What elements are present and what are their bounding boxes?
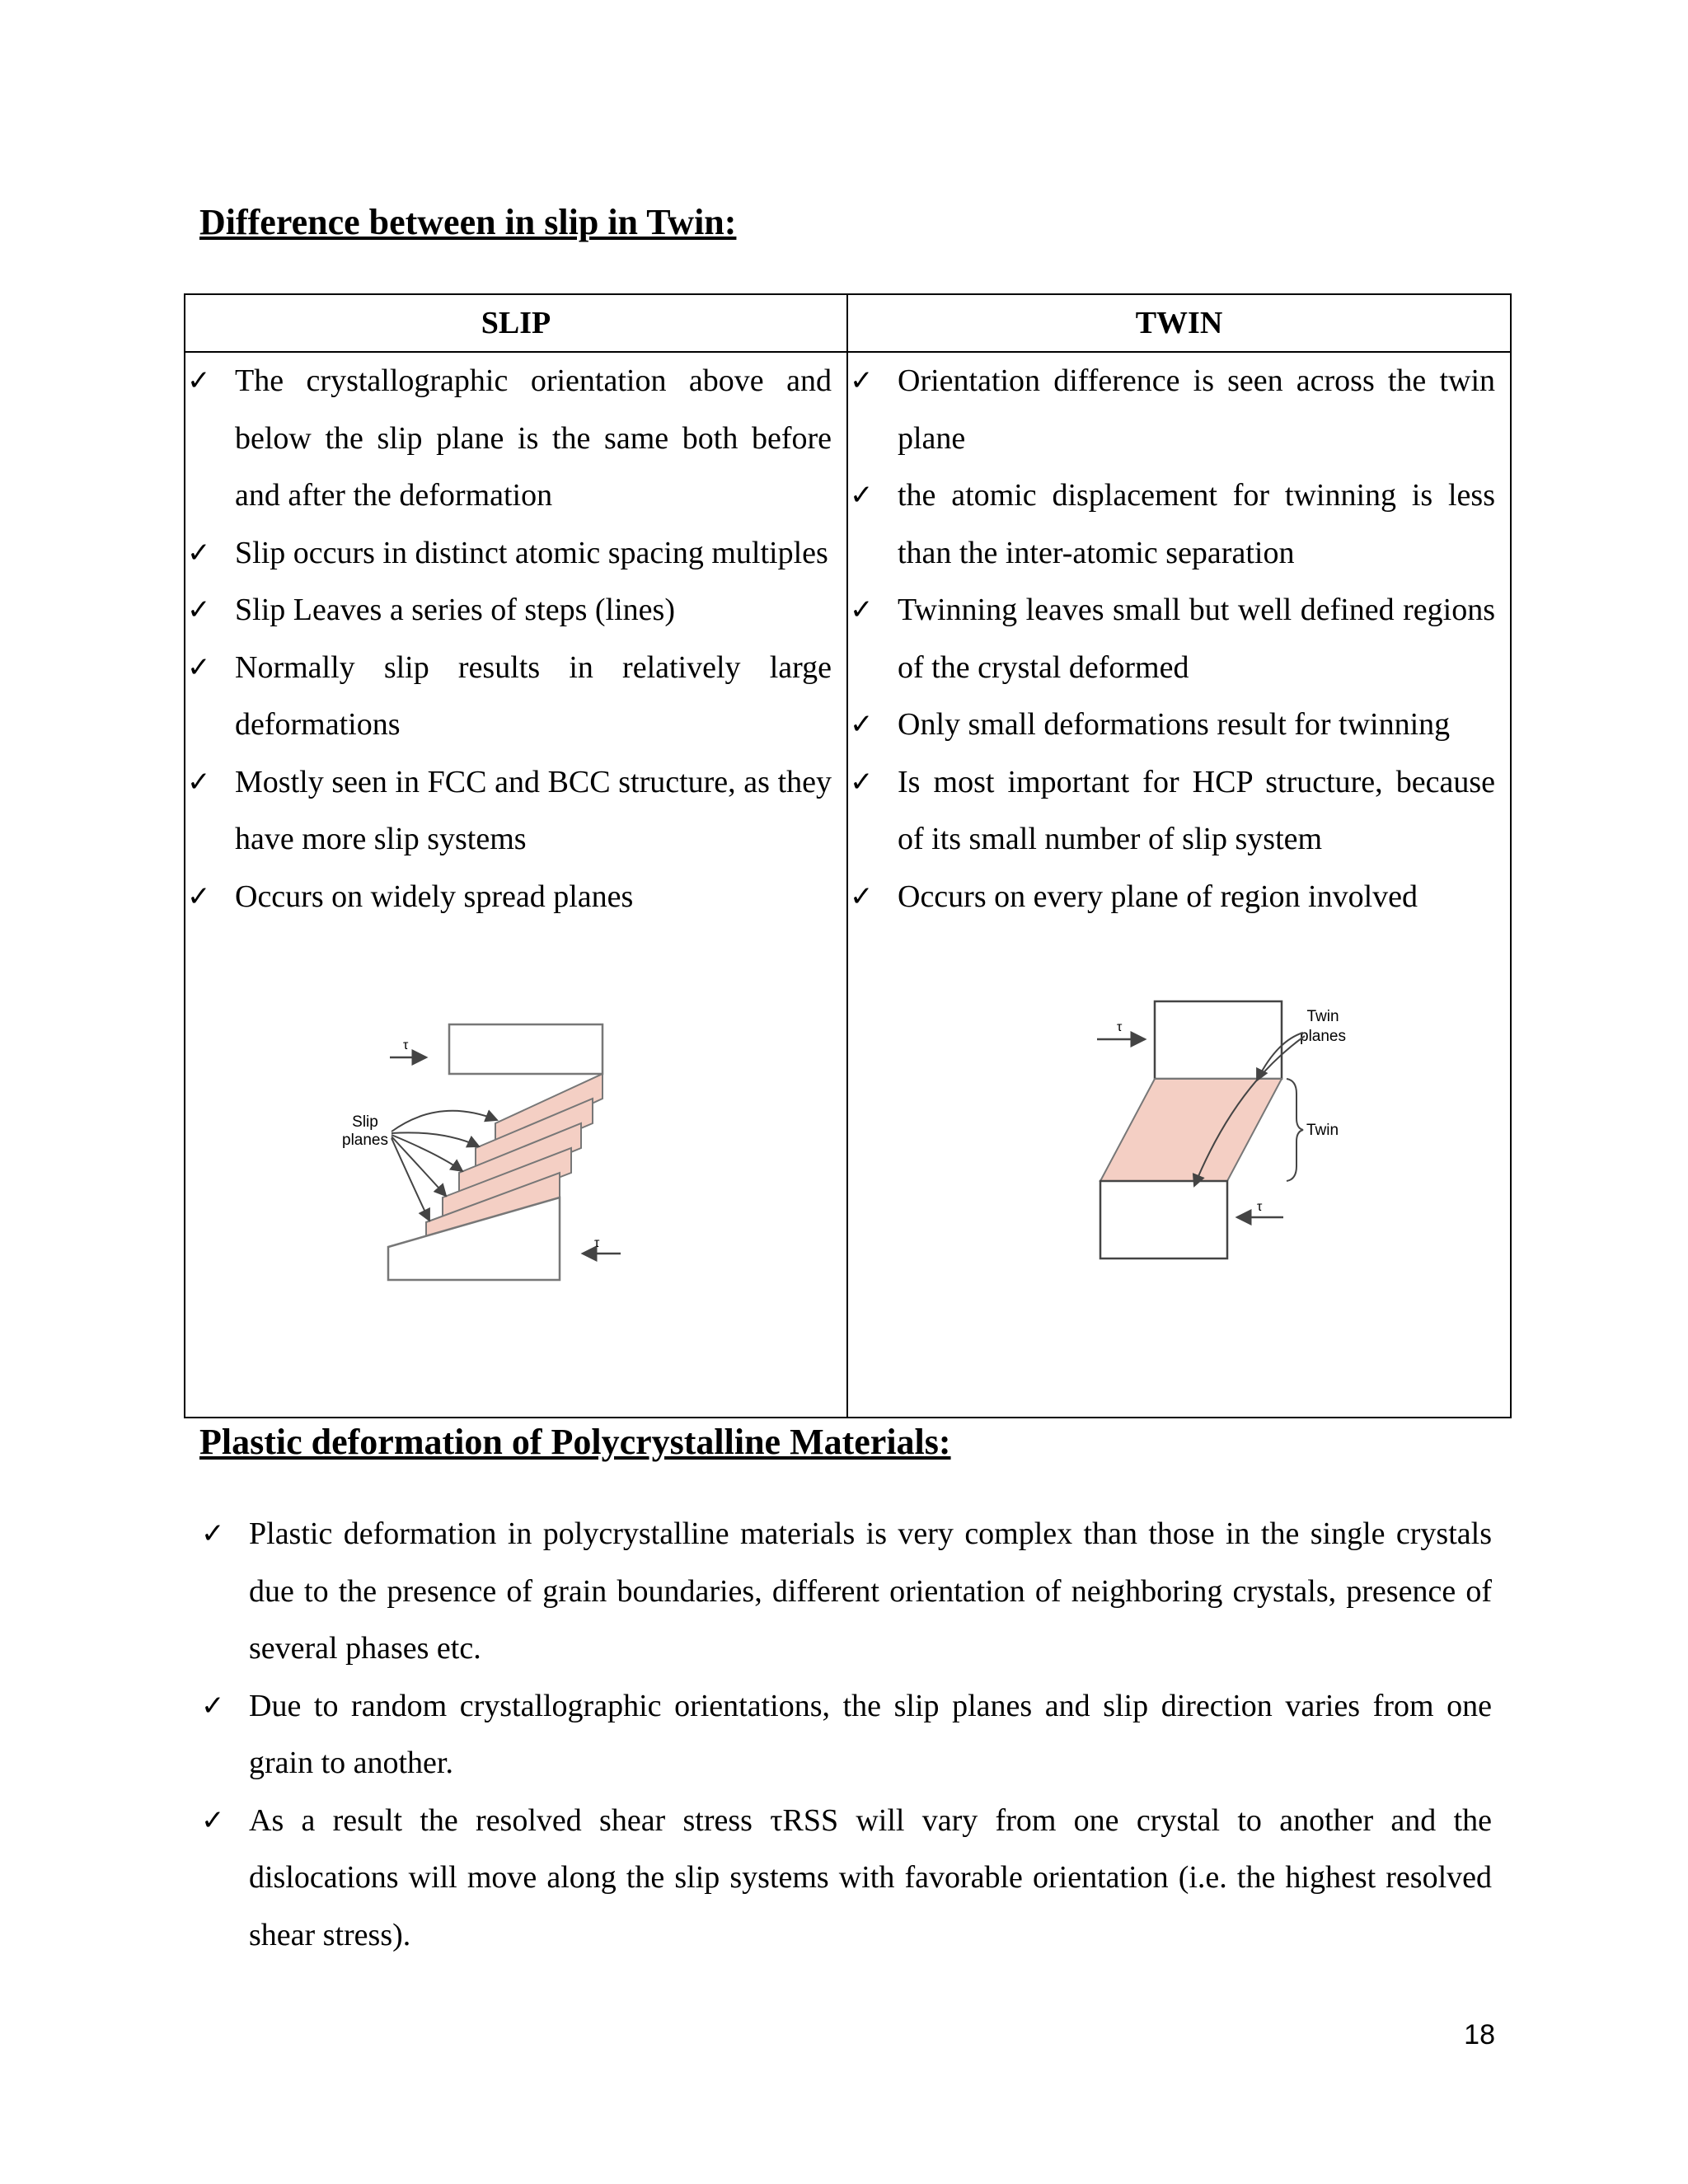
- slip-point-text: Occurs on widely spread planes: [235, 879, 634, 914]
- checkmark-icon: ✓: [187, 879, 211, 913]
- slip-point-text: Mostly seen in FCC and BCC structure, as they have more slip systems: [235, 764, 832, 856]
- slip-point: [187, 353, 832, 525]
- comparison-table: [184, 293, 1512, 1418]
- poly-point-text: As a result the resolved shear stress τRSS will vary from one crystal to another and the dislocations will move along the slip systems with favorable orientation (i.e. the highest resolved shear stress).: [249, 1802, 1492, 1952]
- twin-point-text: Orientation difference is seen across the twin plane: [898, 363, 1495, 456]
- poly-point: [201, 1678, 1492, 1793]
- checkmark-icon: ✓: [201, 1803, 225, 1837]
- twin-label: Twin: [1306, 1122, 1339, 1139]
- polycrystalline-list: [201, 1506, 1492, 1964]
- twin-planes-diagram: [1095, 995, 1409, 1267]
- slip-point-text: Slip occurs in distinct atomic spacing multiples: [235, 535, 828, 570]
- slip-planes-label: planes: [342, 1132, 388, 1149]
- checkmark-icon: ✓: [187, 593, 211, 626]
- checkmark-icon: ✓: [850, 765, 874, 799]
- tau-label-top: τ: [1117, 1020, 1123, 1034]
- checkmark-icon: ✓: [187, 364, 211, 397]
- slip-point-text: Slip Leaves a series of steps (lines): [235, 593, 675, 627]
- twin-list: [850, 353, 1495, 926]
- slip-planes-label: Slip: [352, 1113, 378, 1131]
- twin-planes-label: planes: [1300, 1028, 1346, 1045]
- twin-point-text: Is most important for HCP structure, because of its small number of slip system: [898, 764, 1495, 856]
- slip-column-header: SLIP: [185, 294, 847, 352]
- tau-label-bottom: τ: [594, 1236, 600, 1250]
- slip-list: [187, 353, 832, 926]
- twin-region: [1100, 1079, 1282, 1181]
- slip-point: [187, 582, 832, 640]
- page-number: 18: [1464, 2019, 1495, 2050]
- twin-point: [850, 696, 1495, 754]
- checkmark-icon: ✓: [850, 364, 874, 397]
- twin-point-text: Only small deformations result for twinning: [898, 707, 1451, 742]
- slip-point-text: The crystallographic orientation above and below the slip plane is the same both before and after the deformation: [235, 363, 832, 513]
- slip-cell: [185, 352, 847, 1418]
- poly-point-text: Due to random crystallographic orientations, the slip planes and slip direction varies from one grain to another.: [249, 1688, 1492, 1780]
- checkmark-icon: ✓: [850, 708, 874, 741]
- slip-point: [187, 640, 832, 754]
- twin-point: [850, 754, 1495, 869]
- poly-point: [201, 1506, 1492, 1678]
- slip-point: [187, 525, 832, 583]
- checkmark-icon: ✓: [850, 879, 874, 913]
- lower-block: [1100, 1181, 1227, 1258]
- checkmark-icon: ✓: [201, 1689, 225, 1722]
- twin-point-text: Twinning leaves small but well defined regions of the crystal deformed: [898, 593, 1495, 685]
- checkmark-icon: ✓: [850, 593, 874, 626]
- polycrystalline-section: [201, 1506, 1492, 1964]
- twin-point: [850, 869, 1495, 926]
- checkmark-icon: ✓: [187, 536, 211, 569]
- upper-block: [1155, 1001, 1282, 1079]
- checkmark-icon: ✓: [201, 1517, 225, 1550]
- slip-point: [187, 869, 832, 926]
- slip-planes-diagram: [342, 1015, 703, 1286]
- slip-point-text: Normally slip results in relatively large deformations: [235, 649, 832, 742]
- checkmark-icon: ✓: [187, 650, 211, 684]
- twin-point: [850, 467, 1495, 582]
- tau-label-bottom: τ: [1257, 1200, 1263, 1214]
- twin-planes-label: Twin: [1306, 1008, 1339, 1025]
- tau-label-top: τ: [403, 1038, 409, 1052]
- upper-block: [449, 1024, 603, 1074]
- poly-point-text: Plastic deformation in polycrystalline materials is very complex than those in the single crystals due to the presence of grain boundaries, different orientation of neighboring crystals, presence of several phases etc.: [249, 1516, 1492, 1666]
- twin-cell: [847, 352, 1511, 1418]
- checkmark-icon: ✓: [187, 765, 211, 799]
- twin-point: [850, 353, 1495, 467]
- twin-point-text: the atomic displacement for twinning is less than the inter-atomic separation: [898, 478, 1495, 570]
- twin-point: [850, 582, 1495, 696]
- twin-point-text: Occurs on every plane of region involved: [898, 879, 1418, 914]
- checkmark-icon: ✓: [850, 479, 874, 512]
- page-heading: Difference between in slip in Twin:: [199, 202, 737, 242]
- twin-column-header: TWIN: [847, 294, 1511, 352]
- slip-point: [187, 754, 832, 869]
- section-heading: Plastic deformation of Polycrystalline Materials:: [199, 1422, 951, 1462]
- poly-point: [201, 1793, 1492, 1965]
